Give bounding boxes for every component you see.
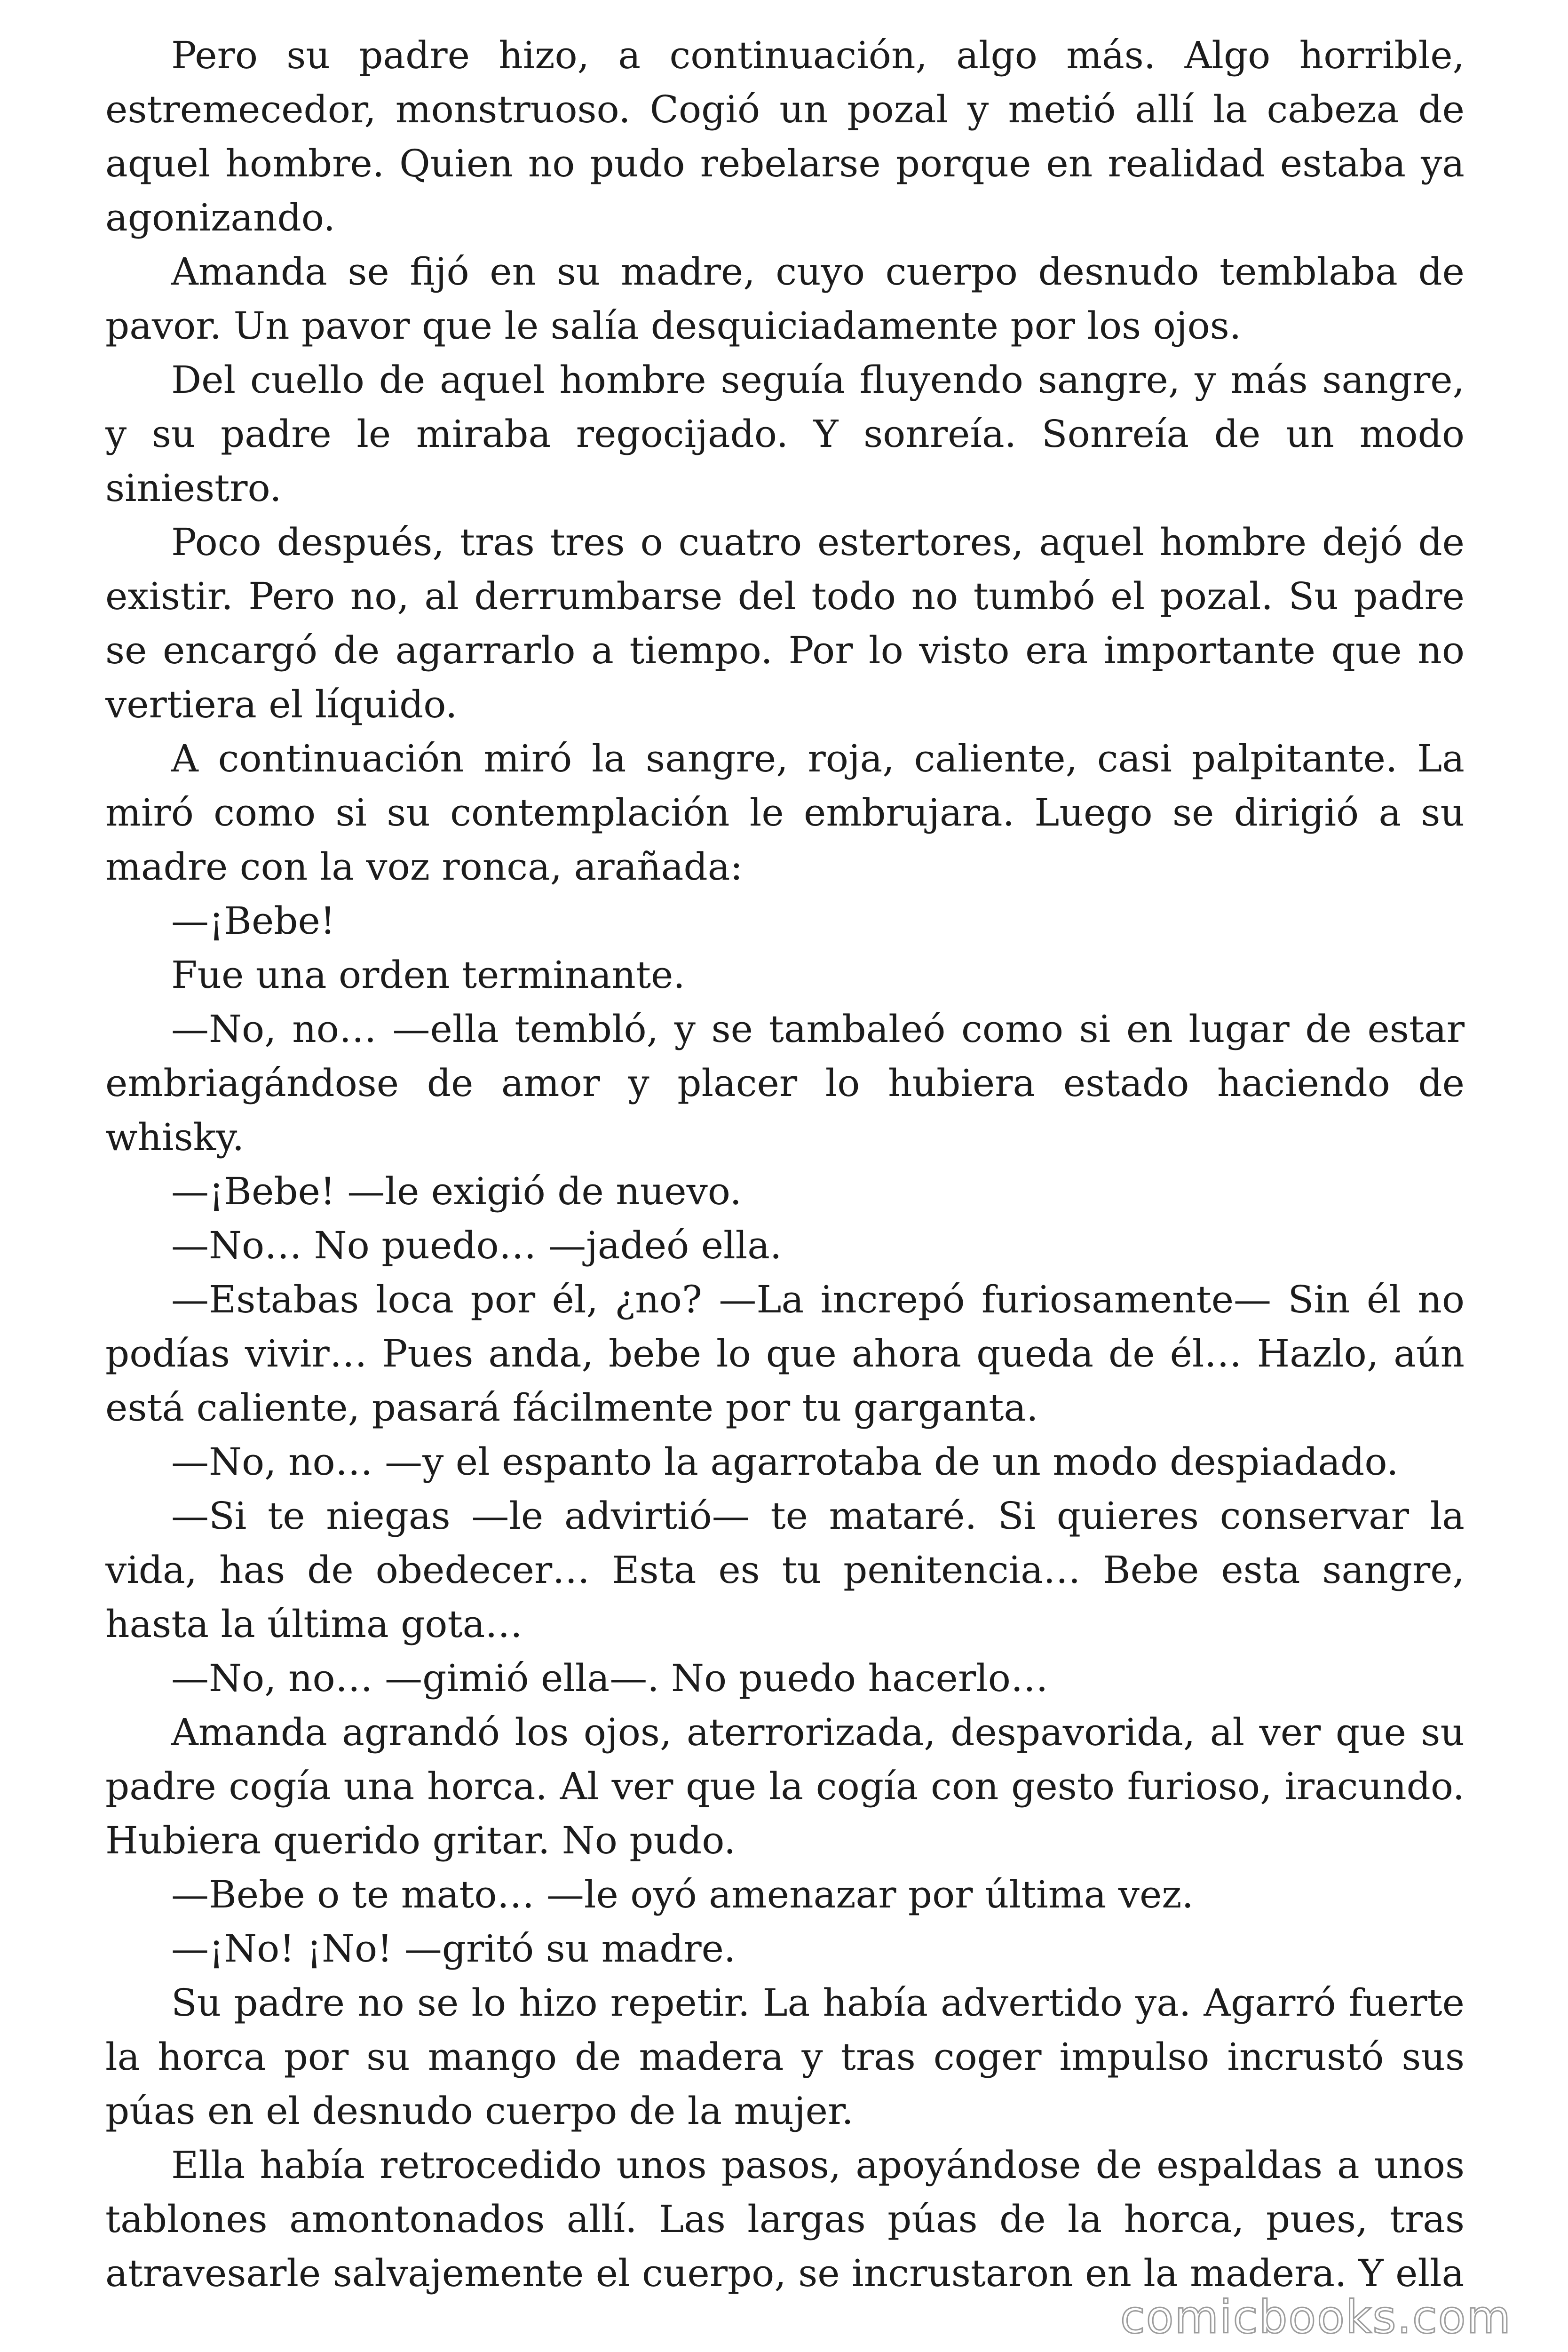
- paragraph: —¡Bebe!: [171, 899, 335, 943]
- paragraph: —No, no… —ella tembló, y se tambaleó como si en lugar de estar embriagándose de amor y placer lo hubiera estado haciendo de whisky.: [105, 1007, 1465, 1159]
- page-text: [105, 28, 1465, 2333]
- paragraph: Del cuello de aquel hombre seguía fluyendo sangre, y más sangre, y su padre le miraba regocijado. Y sonreía. Sonreía de un modo siniestro.: [105, 358, 1465, 510]
- paragraph: —No, no… —y el espanto la agarrotaba de un modo despiadado.: [171, 1440, 1399, 1484]
- paragraph: —¡No! ¡No! —gritó su madre.: [171, 1927, 736, 1971]
- paragraph: —No, no… —gimió ella—. No puedo hacerlo…: [171, 1656, 1048, 1700]
- paragraph: Amanda se fijó en su madre, cuyo cuerpo desnudo temblaba de pavor. Un pavor que le salía desquiciadamente por los ojos.: [105, 250, 1465, 348]
- paragraph: Pero su padre hizo, a continuación, algo más. Algo horrible, estremecedor, monstruoso. Cogió un pozal y metió allí la cabeza de aquel hombre. Quien no pudo rebelarse porque en realidad estaba ya agonizando.: [105, 33, 1465, 239]
- paragraph: —Si te niegas —le advirtió— te mataré. Si quieres conservar la vida, has de obedecer… Esta es tu penitencia… Bebe esta sangre, hasta la última gota…: [105, 1494, 1465, 1646]
- watermark: comicbooks.com: [1120, 2291, 1512, 2344]
- paragraph: —¡Bebe! —le exigió de nuevo.: [171, 1169, 742, 1213]
- paragraph: —Estabas loca por él, ¿no? —La increpó furiosamente— Sin él no podías vivir… Pues anda, bebe lo que ahora queda de él… Hazlo, aún está caliente, pasará fácilmente por tu garganta.: [105, 1278, 1465, 1430]
- paragraph: Fue una orden terminante.: [171, 953, 685, 997]
- paragraph: Su padre no se lo hizo repetir. La había advertido ya. Agarró fuerte la horca por su mango de madera y tras coger impulso incrustó sus púas en el desnudo cuerpo de la mujer.: [105, 1981, 1465, 2133]
- paragraph: Poco después, tras tres o cuatro estertores, aquel hombre dejó de existir. Pero no, al derrumbarse del todo no tumbó el pozal. Su padre se encargó de agarrarlo a tiempo. Por lo visto era importante que no vertiera el líquido.: [105, 520, 1465, 726]
- paragraph: —Bebe o te mato… —le oyó amenazar por última vez.: [171, 1873, 1194, 1916]
- paragraph: Ella había retrocedido unos pasos, apoyándose de espaldas a unos tablones amontonados allí. Las largas púas de la horca, pues, tras atravesarle salvajemente el cuerpo, se incrustaron en la madera. Y ella: [105, 2143, 1465, 2295]
- paragraph: Amanda agrandó los ojos, aterrorizada, despavorida, al ver que su padre cogía una horca. Al ver que la cogía con gesto furioso, iracundo. Hubiera querido gritar. No pudo.: [105, 1710, 1465, 1862]
- paragraph: —No… No puedo… —jadeó ella.: [171, 1224, 782, 1267]
- paragraph: A continuación miró la sangre, roja, caliente, casi palpitante. La miró como si su contemplación le embrujara. Luego se dirigió a su madre con la voz ronca, arañada:: [105, 737, 1465, 889]
